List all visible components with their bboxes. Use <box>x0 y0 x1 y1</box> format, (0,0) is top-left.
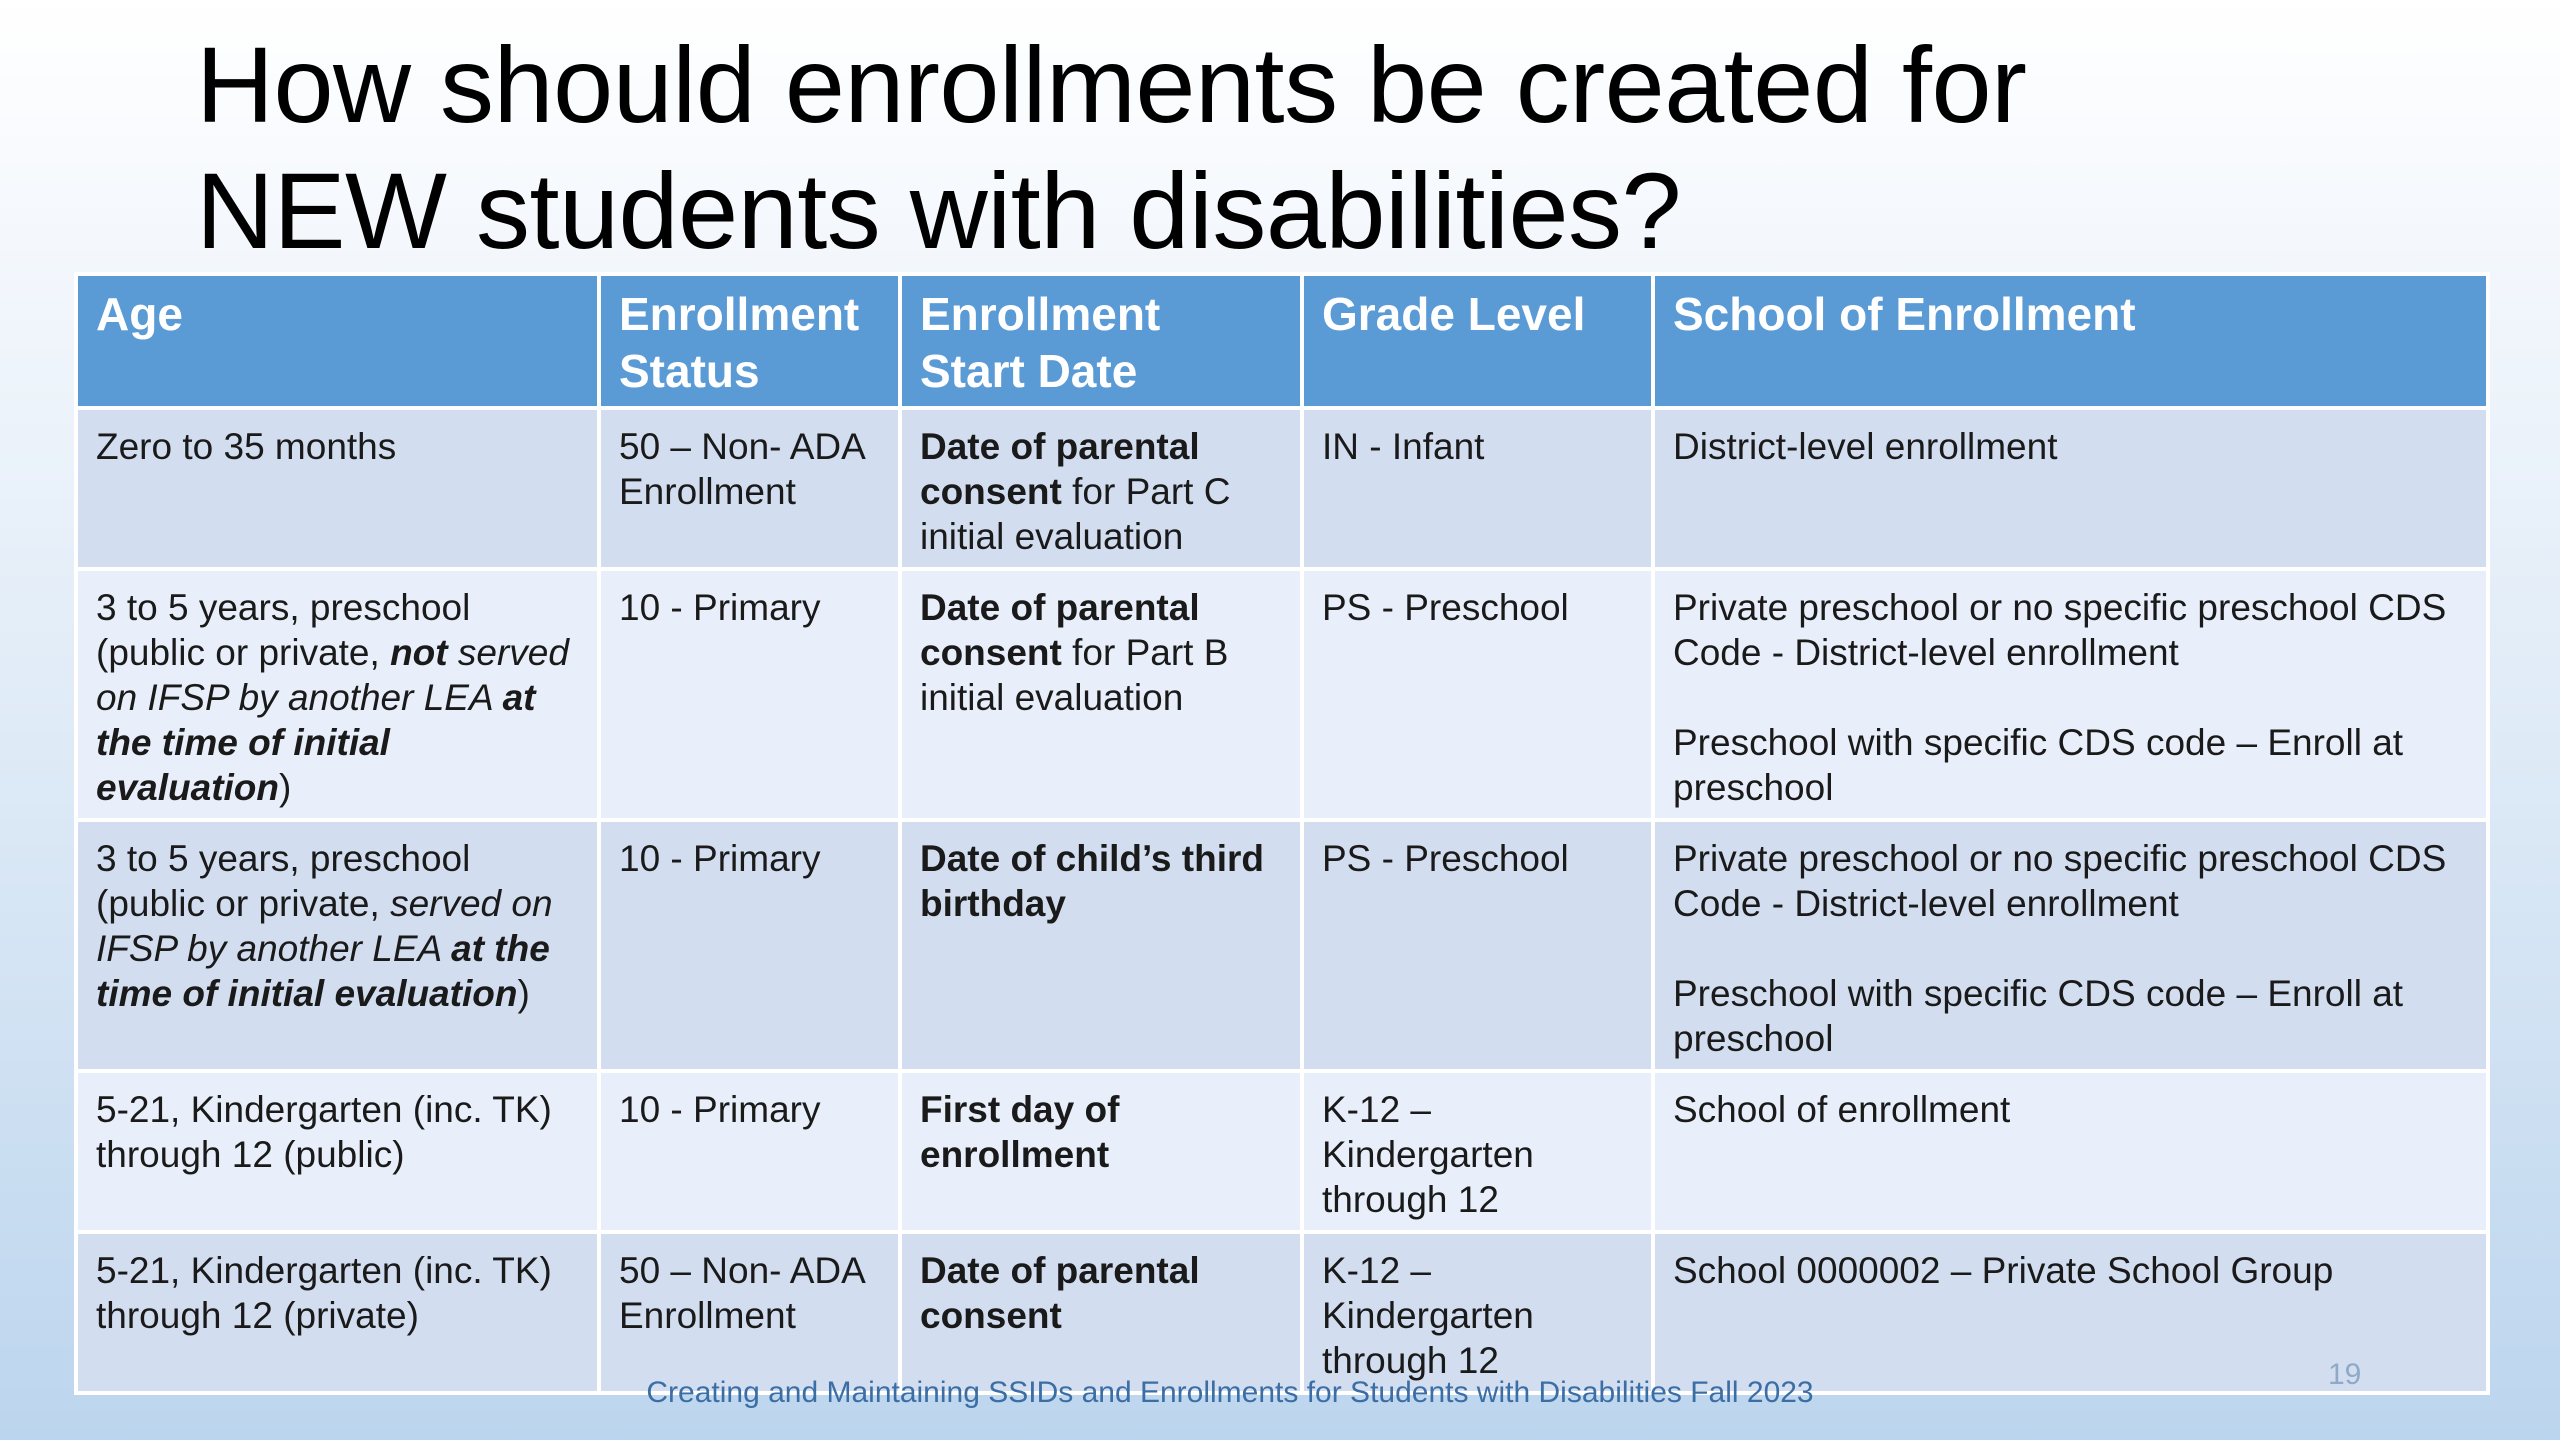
grade-cell <box>1302 1071 1653 1232</box>
header-status-line-1: Enrollment <box>619 288 860 340</box>
age-emphasis: not <box>390 632 448 673</box>
start-date-text: for Part C initial evaluation <box>920 471 1231 557</box>
age-cell <box>76 408 599 569</box>
table-row <box>76 1232 2488 1393</box>
school-cell <box>1653 408 2488 569</box>
slide-title <box>196 22 2026 274</box>
enrollment-table <box>74 272 2490 1395</box>
slide-footer: Creating and Maintaining SSIDs and Enrollments for Students with Disabilities Fall 2023 <box>646 1376 1814 1409</box>
start-date-emphasis: Date of parental consent <box>920 1250 1200 1336</box>
age-text: ) <box>279 767 292 808</box>
header-start-line-1: Enrollment <box>920 288 1161 340</box>
start-date-emphasis: Date of parental consent <box>920 587 1200 673</box>
table-row <box>76 408 2488 569</box>
grade-cell <box>1302 408 1653 569</box>
grade-text: PS - Preschool <box>1322 587 1569 628</box>
status-text: 50 – Non- ADA <box>619 1250 866 1291</box>
grade-text: Kindergarten <box>1322 1295 1534 1336</box>
school-text: Preschool with specific CDS code – Enroll at preschool <box>1673 973 2404 1059</box>
header-start-line-2: Start Date <box>920 345 1138 397</box>
slide-title-line-2: NEW students with disabilities? <box>196 150 1682 271</box>
age-text: 3 to 5 years, preschool (public or private, <box>96 587 471 673</box>
start-date-emphasis: First day of enrollment <box>920 1089 1120 1175</box>
school-cell <box>1653 820 2488 1071</box>
grade-text: through 12 <box>1322 1179 1499 1220</box>
grade-text: Kindergarten <box>1322 1134 1534 1175</box>
header-status-line-2: Status <box>619 345 760 397</box>
start-date-text: for Part B initial evaluation <box>920 632 1229 718</box>
table-header-row <box>76 274 2488 408</box>
grade-text: IN - Infant <box>1322 426 1485 467</box>
age-text: ) <box>517 973 530 1014</box>
status-text: Enrollment <box>619 1295 796 1336</box>
school-cell <box>1653 569 2488 820</box>
header-school-of-enrollment: School of Enrollment <box>1653 274 2488 408</box>
status-text: 10 - Primary <box>619 587 821 628</box>
start-date-cell <box>900 1232 1302 1393</box>
start-date-emphasis: Date of parental consent <box>920 426 1200 512</box>
school-text: Private preschool or no specific preschool CDS Code - District-level enrollment <box>1673 838 2447 924</box>
age-emphasis: at the time of initial evaluation <box>96 677 536 808</box>
school-text: School of enrollment <box>1673 1089 2011 1130</box>
status-text: 10 - Primary <box>619 838 821 879</box>
grade-text: K-12 – <box>1322 1089 1432 1130</box>
status-cell <box>599 569 900 820</box>
grade-text: K-12 – <box>1322 1250 1432 1291</box>
age-cell <box>76 820 599 1071</box>
age-text: 5-21, Kindergarten (inc. TK) through 12 (public) <box>96 1089 552 1175</box>
status-cell <box>599 820 900 1071</box>
table-row <box>76 569 2488 820</box>
school-text: Private preschool or no specific preschool CDS Code - District-level enrollment <box>1673 587 2447 673</box>
grade-cell <box>1302 569 1653 820</box>
school-text: District-level enrollment <box>1673 426 2058 467</box>
header-enrollment-start-date <box>900 274 1302 408</box>
grade-text: PS - Preschool <box>1322 838 1569 879</box>
status-text: 50 – Non- ADA <box>619 426 866 467</box>
status-cell <box>599 1232 900 1393</box>
page-number: 19 <box>2328 1358 2362 1391</box>
age-cell <box>76 1071 599 1232</box>
status-text: 10 - Primary <box>619 1089 821 1130</box>
age-cell <box>76 1232 599 1393</box>
start-date-cell <box>900 820 1302 1071</box>
grade-cell <box>1302 820 1653 1071</box>
header-enrollment-status <box>599 274 900 408</box>
start-date-cell <box>900 408 1302 569</box>
age-emphasis: at the time of initial evaluation <box>96 928 550 1014</box>
school-cell <box>1653 1071 2488 1232</box>
age-italic-text: served on IFSP by another LEA <box>96 883 553 969</box>
header-grade-level: Grade Level <box>1302 274 1653 408</box>
school-text: School 0000002 – Private School Group <box>1673 1250 2334 1291</box>
school-cell <box>1653 1232 2488 1393</box>
age-cell <box>76 569 599 820</box>
table-row <box>76 820 2488 1071</box>
header-age: Age <box>76 274 599 408</box>
status-cell <box>599 408 900 569</box>
status-text: Enrollment <box>619 471 796 512</box>
grade-text: through 12 <box>1322 1340 1499 1381</box>
start-date-cell <box>900 1071 1302 1232</box>
status-cell <box>599 1071 900 1232</box>
grade-cell <box>1302 1232 1653 1393</box>
age-text: 3 to 5 years, preschool (public or private, <box>96 838 471 924</box>
age-text: 5-21, Kindergarten (inc. TK) through 12 (private) <box>96 1250 552 1336</box>
slide-title-line-1: How should enrollments be created for <box>196 24 2027 145</box>
school-text: Preschool with specific CDS code – Enroll at preschool <box>1673 722 2404 808</box>
start-date-cell <box>900 569 1302 820</box>
start-date-emphasis: Date of child’s third birthday <box>920 838 1264 924</box>
table-row <box>76 1071 2488 1232</box>
age-italic-text: served on IFSP by another LEA <box>96 632 569 718</box>
age-text: Zero to 35 months <box>96 426 397 467</box>
